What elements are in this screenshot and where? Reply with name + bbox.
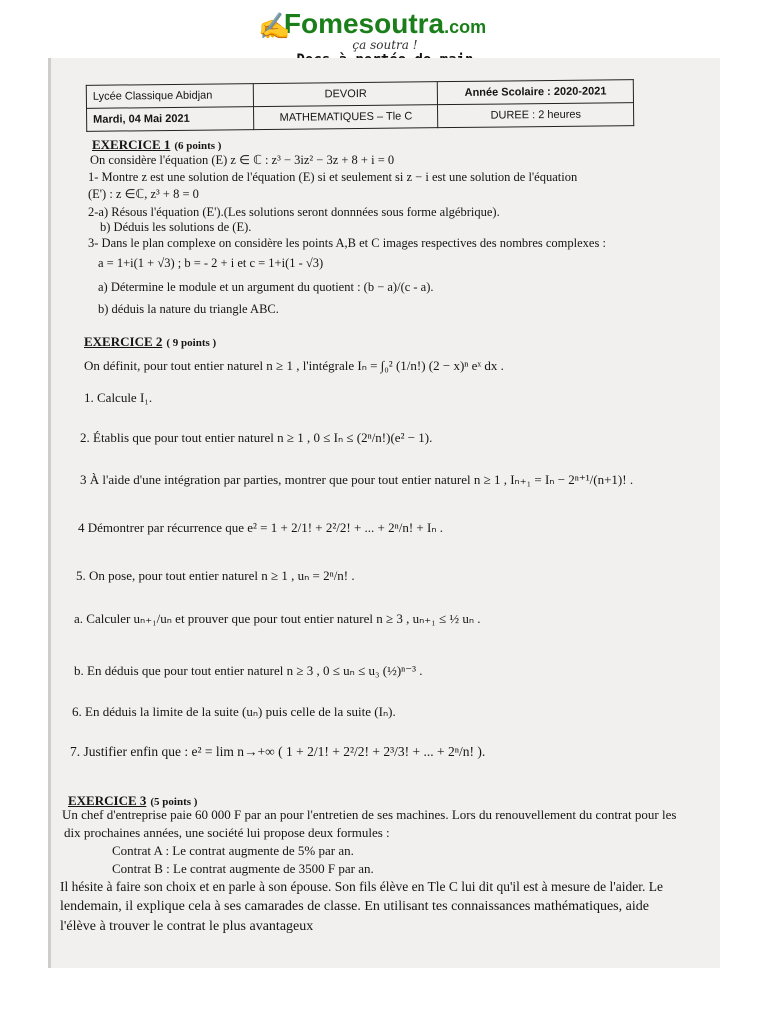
exam-subject: MATHEMATIQUES – Tle C: [254, 105, 438, 130]
ex2-q4: 4 Démontrer par récurrence que e² = 1 + 2/1! + 2²/2! + ... + 2ⁿ/n! + Iₙ .: [78, 520, 443, 535]
exam-date: Mardi, 04 Mai 2021: [87, 107, 255, 132]
exercise-3-points: (5 points ): [150, 796, 198, 808]
exercise-1-title: EXERCICE 1: [92, 137, 171, 152]
ex1-line-6: 3- Dans le plan complexe on considère les points A,B et C images respectives des nombres complexes :: [88, 236, 606, 250]
ex2-q5a: a. Calculer uₙ₊₁/uₙ et prouver que pour tout entier naturel n ≥ 3 , uₙ₊₁ ≤ ½ uₙ .: [74, 611, 481, 626]
ex2-q3: 3 À l'aide d'une intégration par parties, montrer que pour tout entier naturel n ≥ 1 , Iₙ₊₁ = Iₙ − 2ⁿ⁺¹/(n+1)! .: [80, 472, 634, 487]
ex3-line-5: Il hésite à faire son choix et en parle à son épouse. Son fils élève en Tle C lui dit qu'il est à mesure de l'aider. Le: [60, 879, 663, 894]
logo-mark-icon: ✍: [258, 12, 291, 42]
exam-header-table: [86, 79, 634, 132]
ex3-line-3: Contrat A : Le contrat augmente de 5% par an.: [112, 843, 354, 858]
exam-duration: DUREE : 2 heures: [438, 103, 634, 128]
exercise-1-points: (6 points ): [174, 140, 222, 152]
ex3-line-2: dix prochaines années, une société lui propose deux formules :: [64, 825, 390, 840]
ex2-q2: 2. Établis que pour tout entier naturel n ≥ 1 , 0 ≤ Iₙ ≤ (2ⁿ/n!)(e² − 1).: [80, 430, 433, 445]
ex3-line-1: Un chef d'entreprise paie 60 000 F par an pour l'entretien de ses machines. Lors du renouvellement du contrat pour les: [62, 807, 677, 822]
ex3-line-6: lendemain, il explique cela à ses camarades de classe. En utilisant tes connaissances mathématiques, aide: [60, 899, 649, 914]
ex2-q5: 5. On pose, pour tout entier naturel n ≥ 1 , uₙ = 2ⁿ/n! .: [76, 568, 355, 583]
ex3-line-4: Contrat B : Le contrat augmente de 3500 F par an.: [112, 861, 374, 876]
logo-brand: Fomesoutra.com: [283, 8, 487, 39]
ex1-line-7: a = 1+i(1 + √3) ; b = - 2 + i et c = 1+i(1 - √3): [98, 256, 324, 270]
ex2-intro: On définit, pour tout entier naturel n ≥ 1 , l'intégrale Iₙ = ∫₀² (1/n!) (2 − x)ⁿ eˣ dx .: [84, 358, 504, 373]
ex1-line-1: On considère l'équation (E) z ∈ ℂ : z³ − 3iz² − 3z + 8 + i = 0: [90, 153, 395, 167]
school-year: Année Scolaire : 2020-2021: [438, 80, 634, 105]
school-name: Lycée Classique Abidjan: [86, 84, 254, 109]
exercise-3-title: EXERCICE 3: [68, 793, 147, 808]
ex2-q5b: b. En déduis que pour tout entier naturel n ≥ 3 , 0 ≤ uₙ ≤ u₃ (½)ⁿ⁻³ .: [74, 663, 423, 678]
logo-tagline: ça soutra !: [352, 38, 418, 52]
paper-edge: [48, 58, 51, 968]
ex1-line-3: (E') : z ∈ℂ, z³ + 8 = 0: [88, 187, 199, 201]
ex2-q6: 6. En déduis la limite de la suite (uₙ) puis celle de la suite (Iₙ).: [72, 704, 396, 719]
exercise-2-title: EXERCICE 2: [84, 334, 163, 349]
exercise-2-points: ( 9 points ): [166, 337, 217, 349]
ex2-q1: 1. Calcule I₁.: [84, 390, 153, 405]
ex1-line-9: b) déduis la nature du triangle ABC.: [98, 302, 279, 316]
ex3-line-7: l'élève à trouver le contrat le plus avantageux: [60, 919, 314, 934]
ex1-line-8: a) Détermine le module et un argument du quotient : (b − a)/(c - a).: [98, 280, 434, 294]
ex1-line-2: 1- Montre z est une solution de l'équation (E) si et seulement si z − i est une solution de l'équation: [88, 170, 578, 184]
ex2-q7: 7. Justifier enfin que : e² = lim n→+∞ ( 1 + 2/1! + 2²/2! + 2³/3! + ... + 2ⁿ/n! ).: [70, 744, 486, 759]
exam-type: DEVOIR: [254, 82, 438, 107]
ex1-line-4: 2-a) Résous l'équation (E').(Les solutions seront donnnées sous forme algébrique).: [88, 205, 500, 219]
exercise-2-heading: [84, 333, 216, 351]
ex1-line-5: b) Déduis les solutions de (E).: [100, 220, 252, 234]
